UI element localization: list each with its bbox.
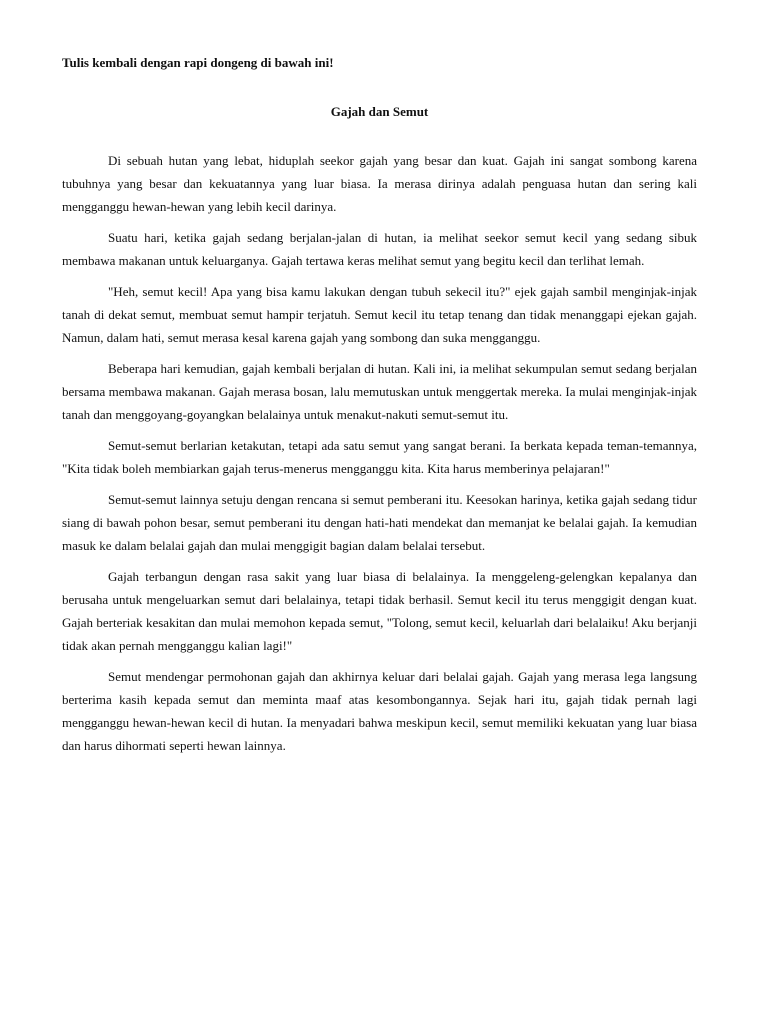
- story-paragraph-5: Semut-semut berlarian ketakutan, tetapi ada satu semut yang sangat berani. Ia berkata kepada teman-temannya, "Kita tidak boleh membiarkan gajah terus-menerus mengganggu kita. Kita harus memberinya pelajaran!": [62, 438, 697, 476]
- story-title: Gajah dan Semut: [330, 104, 429, 119]
- story-paragraph-2: Suatu hari, ketika gajah sedang berjalan-jalan di hutan, ia melihat seekor semut kecil yang sedang sibuk membawa makanan untuk keluarganya. Gajah tertawa keras melihat semut yang begitu kecil dan terlihat lemah.: [62, 230, 697, 268]
- story-paragraph-3: "Heh, semut kecil! Apa yang bisa kamu lakukan dengan tubuh sekecil itu?" ejek gajah sambil menginjak-injak tanah di dekat semut, membuat semut hampir terjatuh. Semut kecil itu tetap tenang dan tidak menanggapi ejekan gajah. Namun, dalam hati, semut merasa kesal karena gajah yang sombong dan suka mengganggu.: [62, 284, 697, 345]
- story-paragraph-7: Gajah terbangun dengan rasa sakit yang luar biasa di belalainya. Ia menggeleng-gelengkan kepalanya dan berusaha untuk mengeluarkan semut dari belalainya, tetapi tidak berhasil. Semut kecil itu terus menggigit dengan kuat. Gajah berteriak kesakitan dan mulai memohon kepada semut, "Tolong, semut kecil, keluarlah dari belalaiku! Aku berjanji tidak akan pernah mengganggu kalian lagi!": [62, 569, 697, 653]
- story-paragraph-4: Beberapa hari kemudian, gajah kembali berjalan di hutan. Kali ini, ia melihat sekumpulan semut sedang berjalan bersama membawa makanan. Gajah merasa bosan, lalu memutuskan untuk menggertak mereka. Ia mulai menginjak-injak tanah dan menggoyang-goyangkan belalainya untuk menakut-nakuti semut-semut itu.: [62, 361, 697, 422]
- instruction-text: Tulis kembali dengan rapi dongeng di bawah ini!: [62, 55, 334, 70]
- story-paragraph-6: Semut-semut lainnya setuju dengan rencana si semut pemberani itu. Keesokan harinya, ketika gajah sedang tidur siang di bawah pohon besar, semut pemberani itu dengan hati-hati mendekat dan memanjat ke belalai gajah. Ia kemudian masuk ke dalam belalai gajah dan mulai menggigit bagian dalam belalai tersebut.: [62, 492, 697, 553]
- story-paragraph-8: Semut mendengar permohonan gajah dan akhirnya keluar dari belalai gajah. Gajah yang merasa lega langsung berterima kasih kepada semut dan meminta maaf atas kesombongannya. Sejak hari itu, gajah tidak pernah lagi mengganggu hewan-hewan kecil di hutan. Ia menyadari bahwa meskipun kecil, semut memiliki kekuatan yang luar biasa dan harus dihormati seperti hewan lainnya.: [62, 669, 697, 753]
- story-body: [62, 149, 697, 757]
- story-paragraph-1: Di sebuah hutan yang lebat, hiduplah seekor gajah yang besar dan kuat. Gajah ini sangat sombong karena tubuhnya yang besar dan kekuatannya yang luar biasa. Ia merasa dirinya adalah penguasa hutan dan sering kali mengganggu hewan-hewan yang lebih kecil darinya.: [62, 153, 697, 214]
